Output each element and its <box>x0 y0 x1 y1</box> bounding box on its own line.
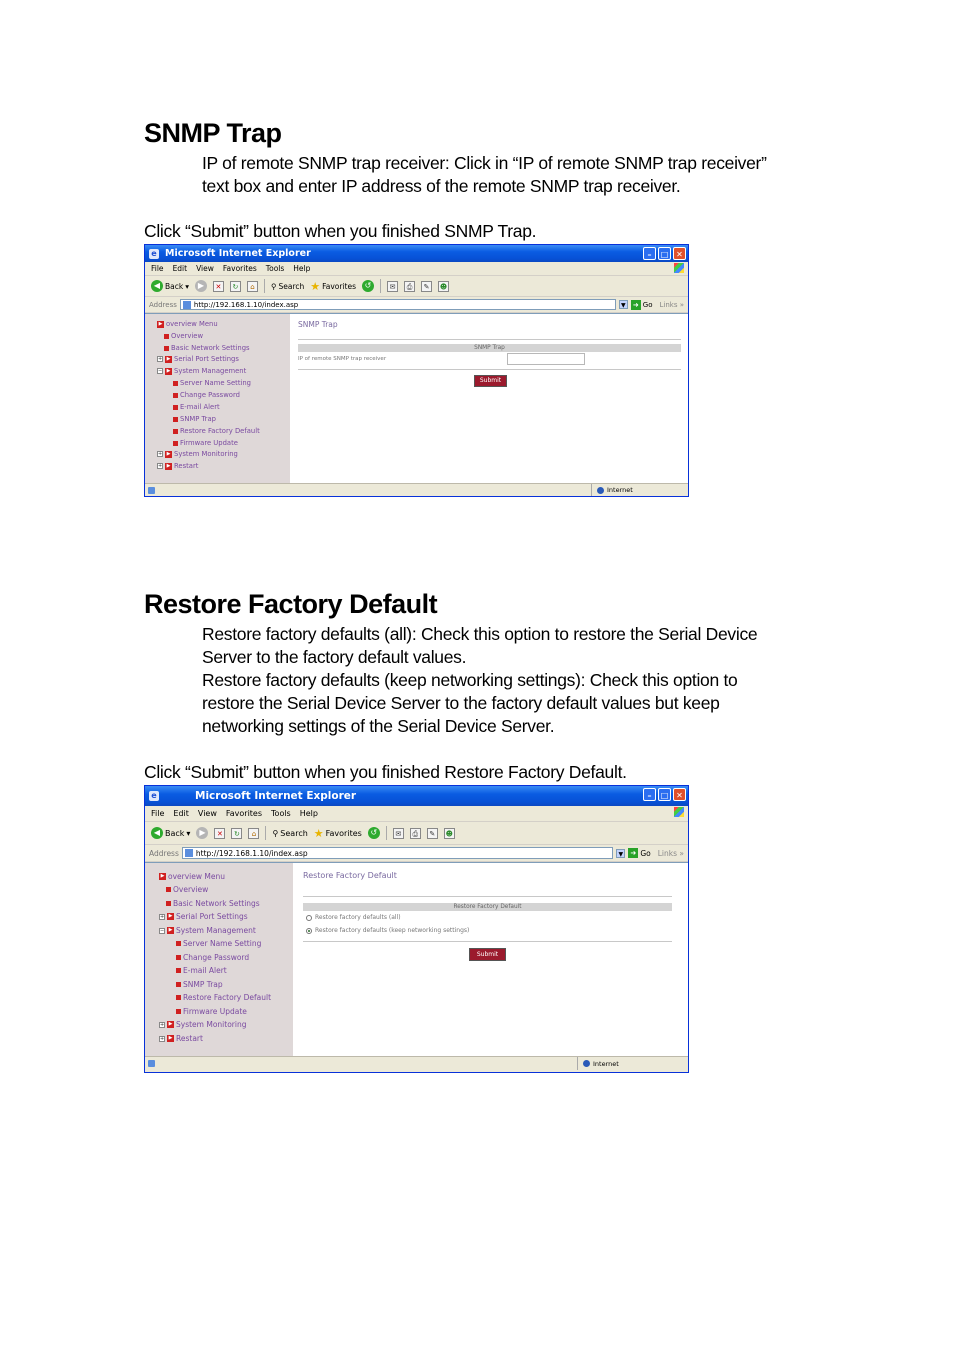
address-input[interactable] <box>180 299 616 310</box>
favorites-label: Favorites <box>322 281 357 291</box>
home-icon[interactable]: ⌂ <box>247 281 258 292</box>
divider <box>298 339 681 340</box>
expand-plus-icon[interactable]: + <box>158 356 163 362</box>
page-bullet-icon <box>176 968 181 973</box>
page-bullet-icon <box>176 1009 181 1014</box>
page-bullet-icon <box>173 429 178 434</box>
nav-item-snmp-trap[interactable]: SNMP Trap <box>173 415 216 423</box>
forward-button[interactable]: ▶ <box>195 280 207 292</box>
nav-item-server-name-setting[interactable]: Server Name Setting <box>173 379 251 387</box>
page-content <box>145 313 688 483</box>
snmp-heading: SNMP Trap <box>144 118 282 148</box>
divider <box>303 941 672 942</box>
address-label: Address <box>149 300 177 309</box>
star-icon: ★ <box>310 279 321 293</box>
page-bullet-icon <box>173 417 178 422</box>
divider <box>298 369 681 370</box>
expand-plus-icon[interactable]: + <box>158 451 163 457</box>
title-bar <box>145 245 688 262</box>
links-label: Links <box>659 300 678 309</box>
title-bar <box>145 786 688 806</box>
print-icon[interactable]: ⎙ <box>404 281 415 292</box>
history-icon[interactable]: ↺ <box>368 827 380 839</box>
radio-restore-keep-network[interactable] <box>306 928 312 934</box>
toolbar-separator <box>380 279 381 293</box>
address-dropdown-icon[interactable]: ▼ <box>619 300 628 309</box>
restore-heading: Restore Factory Default <box>144 589 438 619</box>
collapse-minus-icon[interactable]: − <box>160 927 165 934</box>
page-bullet-icon <box>173 381 178 386</box>
close-button[interactable]: ✕ <box>673 247 686 260</box>
trap-receiver-label: IP of remote SNMP trap receiver <box>298 356 387 362</box>
favorites-button[interactable] <box>314 827 362 840</box>
go-label: Go <box>642 300 653 309</box>
option-restore-keep-network[interactable] <box>306 927 469 934</box>
page-bullet-icon <box>173 405 178 410</box>
windows-flag-icon <box>674 807 684 817</box>
folder-icon: ▶ <box>158 320 163 327</box>
favorites-label: Favorites <box>325 828 362 838</box>
maximize-button[interactable]: □ <box>658 247 671 260</box>
refresh-icon[interactable]: ↻ <box>230 281 241 292</box>
back-arrow-icon: ◀ <box>151 827 163 839</box>
folder-icon: ▶ <box>168 1021 173 1027</box>
nav-item-restore-factory-default[interactable]: Restore Factory Default <box>176 993 271 1002</box>
back-label: Back <box>165 281 184 291</box>
restore-desc-line: Restore factory defaults (keep networking settings): Check this option to <box>202 670 738 690</box>
toolbar-separator <box>386 826 387 840</box>
menu-edit[interactable]: Edit <box>172 264 188 273</box>
page-content <box>145 862 688 1056</box>
go-arrow-icon: ➜ <box>628 848 638 858</box>
nav-item-serial-port-settings[interactable]: + ▶ Serial Port Settings <box>160 912 248 921</box>
search-button[interactable] <box>271 282 304 291</box>
page-bullet-icon <box>166 887 171 892</box>
address-url: http://192.168.1.10/index.asp <box>195 848 308 858</box>
search-label: Search <box>280 828 308 838</box>
address-url: http://192.168.1.10/index.asp <box>193 300 299 309</box>
print-icon[interactable]: ⎙ <box>410 828 421 839</box>
search-icon: ⚲ <box>270 281 277 291</box>
menu-edit[interactable]: Edit <box>173 809 189 818</box>
security-zone: Internet <box>577 1057 619 1070</box>
page-status-icon <box>148 487 155 494</box>
collapse-minus-icon[interactable]: − <box>158 368 163 374</box>
page-status-icon <box>148 1060 155 1067</box>
page-bullet-icon <box>166 901 171 906</box>
toolbar <box>145 276 688 297</box>
nav-item-change-password[interactable]: Change Password <box>173 391 240 399</box>
restore-desc-line: networking settings of the Serial Device Server. <box>202 716 555 736</box>
ie-icon: e <box>149 791 159 801</box>
option-restore-keep-network-label: Restore factory defaults (keep networking settings) <box>315 927 470 934</box>
menu-bar <box>145 262 688 276</box>
menu-favorites[interactable]: Favorites <box>222 264 257 273</box>
links-button[interactable]: Links » <box>657 848 684 858</box>
mail-icon[interactable]: ✉ <box>393 828 404 839</box>
nav-item-system-management[interactable]: − ▶ System Management <box>158 367 247 375</box>
links-button[interactable]: Links » <box>659 300 684 309</box>
folder-icon: ▶ <box>168 1035 173 1041</box>
section-header: Restore Factory Default <box>303 903 672 911</box>
page-bullet-icon <box>173 441 178 446</box>
menu-tools[interactable]: Tools <box>265 264 285 273</box>
menu-bar <box>145 806 688 822</box>
nav-item-server-name-setting[interactable]: Server Name Setting <box>176 939 261 948</box>
menu-view[interactable]: View <box>196 264 214 273</box>
menu-file[interactable]: File <box>151 264 164 273</box>
page-bullet-icon <box>164 334 169 339</box>
mail-icon[interactable]: ✉ <box>387 281 398 292</box>
edit-icon[interactable]: ✎ <box>421 281 432 292</box>
globe-icon <box>597 487 604 494</box>
trap-receiver-input[interactable] <box>507 353 585 365</box>
page-icon <box>185 849 193 857</box>
folder-icon: ▶ <box>168 927 173 933</box>
stop-icon[interactable]: ✕ <box>213 281 224 292</box>
nav-item-overview-menu[interactable]: ▶ overview Menu <box>160 872 225 881</box>
search-button[interactable] <box>272 829 307 838</box>
go-label: Go <box>640 848 651 858</box>
go-button[interactable] <box>631 300 653 310</box>
section-header: SNMP Trap <box>298 344 681 352</box>
expand-plus-icon[interactable]: + <box>160 1021 165 1028</box>
edit-icon[interactable]: ✎ <box>427 828 438 839</box>
folder-icon: ▶ <box>160 873 165 879</box>
restore-description <box>202 623 822 738</box>
expand-plus-icon[interactable]: + <box>160 1035 165 1042</box>
main-panel <box>293 863 688 1056</box>
nav-sidebar <box>145 863 293 1056</box>
restore-desc-line: Restore factory defaults (all): Check this option to restore the Serial Device <box>202 624 758 644</box>
nav-item-email-alert[interactable]: E-mail Alert <box>173 403 220 411</box>
page-bullet-icon <box>176 955 181 960</box>
snmp-click-instruction: Click “Submit” button when you finished SNMP Trap. <box>144 221 537 241</box>
windows-flag-icon <box>674 263 684 273</box>
submit-button[interactable]: Submit <box>469 948 506 961</box>
option-restore-all-label: Restore factory defaults (all) <box>315 914 401 921</box>
folder-icon: ▶ <box>166 450 171 457</box>
status-bar <box>145 483 688 496</box>
nav-item-restart[interactable]: + ▶ Restart <box>160 1034 203 1043</box>
toolbar-separator <box>264 279 265 293</box>
back-button[interactable]: ◀ Back ▾ <box>151 827 190 839</box>
page-bullet-icon <box>173 393 178 398</box>
forward-button[interactable]: ▶ <box>196 827 208 839</box>
menu-file[interactable]: File <box>151 809 165 818</box>
nav-item-overview-menu[interactable]: ▶ overview Menu <box>158 320 218 328</box>
favorites-button[interactable] <box>310 280 356 293</box>
nav-item-restart[interactable]: + ▶ Restart <box>158 462 199 470</box>
back-button[interactable]: ◀ Back ▾ <box>151 280 189 292</box>
back-arrow-icon: ◀ <box>151 280 163 292</box>
go-button[interactable] <box>628 848 650 858</box>
address-input[interactable] <box>182 847 613 859</box>
messenger-icon[interactable]: ☻ <box>439 282 448 291</box>
nav-item-serial-port-settings[interactable]: + ▶ Serial Port Settings <box>158 355 239 363</box>
nav-item-change-password[interactable]: Change Password <box>176 953 249 962</box>
ie-icon: e <box>149 249 159 259</box>
messenger-icon[interactable]: ☻ <box>445 829 453 838</box>
window-title: Microsoft Internet Explorer <box>195 790 357 802</box>
nav-item-firmware-update[interactable]: Firmware Update <box>176 1007 247 1016</box>
page-bullet-icon <box>176 995 181 1000</box>
links-label: Links <box>657 848 678 858</box>
nav-item-system-monitoring[interactable]: + ▶ System Monitoring <box>158 450 238 458</box>
folder-icon: ▶ <box>166 462 171 469</box>
snmp-description <box>202 152 822 198</box>
address-dropdown-icon[interactable]: ▼ <box>616 849 625 858</box>
menu-view[interactable]: View <box>197 809 217 818</box>
nav-item-email-alert[interactable]: E-mail Alert <box>176 966 227 975</box>
home-icon[interactable]: ⌂ <box>248 828 259 839</box>
menu-tools[interactable]: Tools <box>271 809 291 818</box>
folder-icon: ▶ <box>166 367 171 374</box>
search-icon: ⚲ <box>272 828 279 838</box>
globe-icon <box>583 1060 590 1067</box>
search-label: Search <box>278 281 305 291</box>
page-bullet-icon <box>176 941 181 946</box>
restore-click-instruction: Click “Submit” button when you finished Restore Factory Default. <box>144 762 627 782</box>
close-button[interactable]: ✕ <box>673 788 686 801</box>
history-icon[interactable]: ↺ <box>362 280 374 292</box>
option-restore-all[interactable] <box>306 914 401 921</box>
expand-plus-icon[interactable]: + <box>158 463 163 469</box>
address-bar <box>145 845 688 862</box>
main-panel <box>290 314 688 483</box>
nav-item-system-management[interactable]: − ▶ System Management <box>160 926 256 935</box>
browser-window-snmp <box>144 244 689 497</box>
nav-sidebar <box>145 314 290 483</box>
menu-help[interactable]: Help <box>293 264 311 273</box>
restore-desc-line: restore the Serial Device Server to the factory default values but keep <box>202 693 720 713</box>
nav-item-snmp-trap[interactable]: SNMP Trap <box>176 980 223 989</box>
radio-restore-all[interactable] <box>306 915 312 921</box>
toolbar <box>145 822 688 845</box>
refresh-icon[interactable]: ↻ <box>231 828 242 839</box>
nav-item-system-monitoring[interactable]: + ▶ System Monitoring <box>160 1020 247 1029</box>
window-title: Microsoft Internet Explorer <box>165 248 311 259</box>
nav-item-restore-factory-default[interactable]: Restore Factory Default <box>173 427 260 435</box>
go-arrow-icon: ➜ <box>631 300 641 310</box>
snmp-desc-line: text box and enter IP address of the remote SNMP trap receiver. <box>202 176 681 196</box>
nav-item-overview[interactable]: Overview <box>166 885 208 894</box>
nav-item-firmware-update[interactable]: Firmware Update <box>173 439 238 447</box>
minimize-button[interactable]: – <box>643 788 656 801</box>
status-bar <box>145 1056 688 1070</box>
star-icon: ★ <box>313 826 324 840</box>
maximize-button[interactable]: □ <box>658 788 671 801</box>
nav-item-basic-network-settings[interactable]: Basic Network Settings <box>166 899 260 908</box>
page-icon <box>183 301 191 309</box>
menu-help[interactable]: Help <box>299 809 318 818</box>
menu-favorites[interactable]: Favorites <box>225 809 263 818</box>
folder-icon: ▶ <box>168 913 173 919</box>
submit-button[interactable]: Submit <box>474 375 507 387</box>
divider <box>303 896 672 897</box>
expand-plus-icon[interactable]: + <box>160 913 165 920</box>
back-label: Back <box>165 828 185 838</box>
security-zone: Internet <box>591 484 633 496</box>
stop-icon[interactable]: ✕ <box>214 828 225 839</box>
page-bullet-icon <box>176 982 181 987</box>
address-label: Address <box>149 848 179 858</box>
browser-window-restore <box>144 785 689 1073</box>
page-bullet-icon <box>164 346 169 351</box>
snmp-desc-line: IP of remote SNMP trap receiver: Click in “IP of remote SNMP trap receiver” <box>202 153 767 173</box>
restore-desc-line: Server to the factory default values. <box>202 647 467 667</box>
folder-icon: ▶ <box>166 355 171 362</box>
page-title: SNMP Trap <box>298 320 338 329</box>
address-bar <box>145 297 688 313</box>
toolbar-separator <box>265 826 266 840</box>
nav-item-basic-network-settings[interactable]: Basic Network Settings <box>164 344 250 352</box>
page-title: Restore Factory Default <box>303 871 397 880</box>
nav-item-overview[interactable]: Overview <box>164 332 203 340</box>
minimize-button[interactable]: – <box>643 247 656 260</box>
